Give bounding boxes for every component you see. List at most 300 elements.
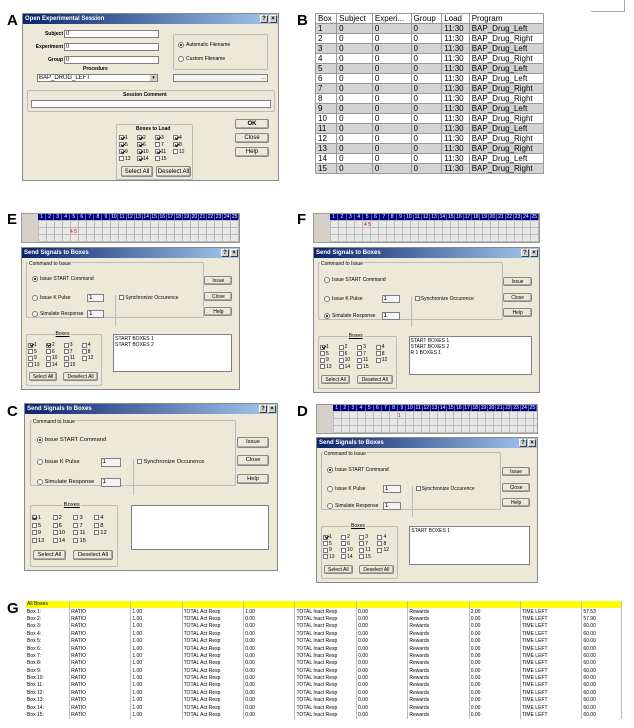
box-number: 11 (161, 149, 167, 155)
close-button[interactable]: Close (502, 483, 531, 492)
box-number: 15 (365, 553, 371, 560)
checkbox-icon[interactable] (64, 362, 69, 367)
issue-button[interactable]: Issue (502, 467, 531, 476)
dialog-titlebar (22, 248, 239, 258)
start-radio[interactable] (324, 277, 386, 283)
select-all-button[interactable]: Select All (321, 375, 350, 384)
box-number: 4 (381, 344, 385, 351)
checkbox-icon[interactable] (53, 523, 58, 528)
checkbox-icon[interactable] (359, 535, 364, 540)
table-cell: TOTAL Act Resp (182, 712, 244, 719)
table-cell: TIME LEFT (520, 631, 581, 638)
simulate-radio[interactable] (327, 503, 378, 509)
box-checkbox-7[interactable] (155, 142, 173, 149)
checkbox-icon[interactable] (137, 135, 142, 140)
box-number: 6 (344, 350, 348, 357)
command-log (131, 505, 270, 550)
table-cell: 0.00 (357, 682, 408, 689)
close-icon[interactable]: × (269, 15, 277, 23)
table-cell: 0 (372, 94, 411, 104)
kpulse-spinner[interactable]: 1 (87, 294, 104, 302)
column-header[interactable]: Group (411, 14, 442, 24)
help-button[interactable]: Help (204, 307, 232, 316)
simulate-radio[interactable] (32, 311, 83, 317)
checkbox-icon[interactable] (341, 554, 346, 559)
checkbox-icon[interactable] (53, 538, 58, 543)
close-button[interactable]: Close (503, 293, 532, 302)
table-cell: BAP_Drug_Left (469, 24, 543, 34)
box-checkbox-8[interactable] (173, 142, 191, 149)
strip-number: 7 (382, 405, 390, 411)
box-checkbox-15[interactable] (359, 554, 377, 561)
table-cell: TOTAL Act Resp (182, 653, 244, 660)
checkbox-icon[interactable] (377, 535, 382, 540)
box-checkbox-3[interactable] (155, 135, 173, 142)
checkbox-icon[interactable] (357, 364, 362, 369)
table-cell: 0.00 (469, 712, 520, 719)
sync-option[interactable] (411, 296, 474, 328)
simulate-spinner[interactable]: 1 (383, 502, 401, 510)
table-cell: 11:30 (442, 74, 470, 84)
box-checkbox-14[interactable] (341, 554, 359, 561)
checkbox-icon[interactable] (323, 554, 328, 559)
custom-filename-radio[interactable] (178, 56, 225, 62)
checkbox-icon[interactable] (377, 548, 382, 553)
table-cell: 0.00 (357, 638, 408, 645)
start-radio[interactable] (327, 467, 389, 473)
checkbox-icon[interactable] (82, 356, 87, 361)
table-cell: TOTAL Inact Resp (295, 645, 357, 652)
auto-filename-radio[interactable] (178, 42, 230, 48)
checkbox-icon[interactable] (341, 541, 346, 546)
select-all-button[interactable]: Select All (33, 550, 66, 560)
box-checkbox-15[interactable] (73, 538, 94, 545)
checkbox-icon[interactable] (173, 149, 178, 154)
checkbox-icon[interactable] (377, 541, 382, 546)
checkbox-icon[interactable] (320, 364, 325, 369)
checkbox-icon[interactable] (155, 149, 160, 154)
checkbox-icon[interactable] (155, 142, 160, 147)
start-radio[interactable] (37, 437, 107, 443)
box-checkbox-14[interactable] (137, 156, 155, 163)
checkbox-icon[interactable] (357, 345, 362, 350)
table-row[interactable] (316, 124, 544, 134)
select-all-button[interactable]: Select All (29, 372, 57, 381)
sync-option[interactable] (412, 486, 475, 518)
checkbox-icon[interactable] (155, 156, 160, 161)
box-checkbox-12[interactable] (376, 357, 395, 364)
simulate-spinner[interactable]: 1 (382, 312, 400, 320)
box-number: 15 (161, 156, 167, 162)
box-checkbox-12[interactable] (94, 530, 115, 537)
d-send-signals-dialog (316, 437, 538, 583)
column-header[interactable]: Program (469, 14, 543, 24)
deselect-all-button[interactable]: Deselect All (63, 372, 98, 381)
procedure-select[interactable] (37, 74, 158, 82)
checkbox-icon[interactable] (94, 523, 99, 528)
checkbox-icon[interactable] (82, 349, 87, 354)
table-row[interactable] (316, 74, 544, 84)
strip-number: 1 (333, 405, 341, 411)
box-number: 15 (79, 537, 86, 544)
table-row[interactable] (316, 134, 544, 144)
table-cell: 0.00 (244, 616, 295, 623)
checkbox-icon[interactable] (173, 142, 178, 147)
box-checkbox-13[interactable] (320, 364, 339, 371)
box-number: 3 (79, 515, 83, 522)
table-cell: 0 (411, 154, 442, 164)
table-row[interactable] (316, 154, 544, 164)
checkbox-icon[interactable] (339, 351, 344, 356)
column-header[interactable]: Subject (337, 14, 373, 24)
sync-label: Synchronize Occurence (421, 485, 475, 492)
box-checkbox-1[interactable] (32, 515, 53, 522)
table-cell: RATIO (70, 668, 131, 675)
checkbox-icon[interactable] (119, 156, 124, 161)
box-checkbox-12[interactable] (377, 547, 395, 554)
checkbox-icon[interactable] (339, 364, 344, 369)
table-row[interactable] (316, 34, 544, 44)
checkbox-icon[interactable] (415, 296, 420, 301)
checkbox-icon[interactable] (28, 362, 33, 367)
strip-number: 23 (215, 214, 222, 220)
checkbox-icon[interactable] (28, 349, 33, 354)
group-input[interactable]: 0 (64, 56, 159, 64)
help-icon[interactable]: ? (519, 439, 527, 447)
box-checkbox-11[interactable] (73, 530, 94, 537)
deselect-all-button[interactable]: Deselect All (156, 166, 191, 177)
issue-button[interactable]: Issue (204, 276, 232, 285)
help-icon[interactable]: ? (259, 405, 267, 413)
checkbox-icon[interactable] (376, 351, 381, 356)
checkbox-icon[interactable] (320, 358, 325, 363)
table-cell: 0.00 (244, 645, 295, 652)
table-cell: 0 (337, 74, 373, 84)
box-number: 10 (344, 357, 351, 364)
box-checkbox-15[interactable] (155, 156, 173, 163)
box-checkbox-9[interactable] (32, 530, 53, 537)
table-cell: 1.00 (131, 712, 182, 719)
help-button[interactable]: Help (503, 308, 532, 317)
box-checkbox-8[interactable] (94, 523, 115, 530)
log-line: START BOXES 1 (115, 336, 154, 342)
table-cell: RATIO (70, 653, 131, 660)
chevron-down-icon[interactable]: ▾ (150, 75, 157, 82)
box-number: 12 (383, 547, 389, 554)
checkbox-icon[interactable] (94, 515, 99, 520)
table-cell: Rewards (408, 608, 469, 615)
close-button[interactable]: Close (235, 133, 269, 143)
box-checkbox-5[interactable] (32, 523, 53, 530)
checkbox-icon[interactable] (82, 343, 87, 348)
kpulse-radio[interactable] (327, 486, 366, 492)
table-cell: 0.00 (244, 653, 295, 660)
strip-number: 19 (480, 405, 487, 411)
checkbox-icon[interactable] (357, 358, 362, 363)
box-number: 10 (347, 547, 353, 554)
checkbox-icon[interactable] (28, 343, 33, 348)
kpulse-spinner[interactable]: 1 (383, 485, 401, 493)
checkbox-icon[interactable] (46, 356, 51, 361)
table-cell: 0.00 (244, 704, 295, 711)
help-button[interactable]: Help (237, 474, 270, 484)
box-checkbox-15[interactable] (64, 362, 82, 369)
deselect-all-button[interactable]: Deselect All (73, 550, 113, 560)
checkbox-icon[interactable] (376, 358, 381, 363)
box-checkbox-1[interactable] (119, 135, 137, 142)
checkbox-icon[interactable] (32, 538, 37, 543)
box-checkbox-3[interactable] (73, 515, 94, 522)
box-checkbox-12[interactable] (82, 355, 100, 362)
table-cell: 0.00 (244, 690, 295, 697)
kpulse-spinner[interactable]: 1 (101, 458, 121, 467)
simulate-radio[interactable] (37, 479, 95, 485)
box-checkbox-13[interactable] (28, 362, 46, 369)
checkbox-icon[interactable] (64, 349, 69, 354)
session-comment-input[interactable] (31, 100, 271, 108)
column-header[interactable]: Load (442, 14, 470, 24)
box-checkbox-6[interactable] (137, 142, 155, 149)
table-row[interactable] (316, 64, 544, 74)
table-cell: Box 1: (26, 608, 70, 615)
issue-button[interactable]: Issue (503, 277, 532, 286)
table-cell: TOTAL Inact Resp (295, 704, 357, 711)
table-cell: Rewards (408, 675, 469, 682)
help-icon[interactable]: ? (521, 249, 529, 257)
checkbox-icon[interactable] (359, 541, 364, 546)
deselect-all-button[interactable]: Deselect All (357, 375, 393, 384)
close-icon[interactable]: × (268, 405, 276, 413)
table-row[interactable] (316, 164, 544, 174)
checkbox-icon[interactable] (137, 459, 142, 464)
experiment-label: Experiment (35, 44, 63, 50)
table-row[interactable] (316, 24, 544, 34)
box-checkbox-14[interactable] (339, 364, 358, 371)
checkbox-icon[interactable] (416, 486, 421, 491)
table-row[interactable] (316, 144, 544, 154)
table-cell: TIME LEFT (520, 668, 581, 675)
checkbox-icon[interactable] (28, 356, 33, 361)
help-button[interactable]: Help (235, 147, 269, 157)
box-checkbox-10[interactable] (53, 530, 74, 537)
start-radio[interactable] (32, 276, 94, 282)
table-cell: Rewards (408, 712, 469, 719)
table-cell: 57.90 (582, 616, 622, 623)
box-checkbox-5[interactable] (119, 142, 137, 149)
checkbox-icon[interactable] (46, 362, 51, 367)
experiment-input[interactable]: 0 (64, 43, 159, 51)
table-cell: 60.00 (582, 645, 622, 652)
checkbox-icon[interactable] (46, 349, 51, 354)
table-cell: TOTAL Inact Resp (295, 653, 357, 660)
checkbox-icon[interactable] (119, 135, 124, 140)
checkbox-icon[interactable] (53, 530, 58, 535)
box-checkbox-12[interactable] (173, 149, 191, 156)
table-row[interactable] (316, 54, 544, 64)
checkbox-icon[interactable] (64, 343, 69, 348)
sync-option[interactable] (115, 295, 178, 326)
table-cell: TOTAL Inact Resp (295, 675, 357, 682)
close-button[interactable]: Close (237, 455, 270, 465)
box-checkbox-14[interactable] (53, 538, 74, 545)
table-cell: TIME LEFT (520, 623, 581, 630)
box-checkbox-13[interactable] (32, 538, 53, 545)
help-icon[interactable]: ? (221, 249, 229, 257)
table-cell: TOTAL Inact Resp (295, 697, 357, 704)
checkbox-icon[interactable] (323, 548, 328, 553)
panel-label-e: E (7, 211, 18, 228)
box-checkbox-14[interactable] (46, 362, 64, 369)
box-number: 13 (125, 156, 131, 162)
box-checkbox-4[interactable] (94, 515, 115, 522)
checkbox-icon[interactable] (341, 548, 346, 553)
table-cell: 0.00 (244, 660, 295, 667)
checkbox-icon[interactable] (119, 149, 124, 154)
kpulse-spinner[interactable]: 1 (382, 295, 400, 303)
filename-group (173, 34, 268, 70)
checkbox-icon[interactable] (94, 530, 99, 535)
table-cell: TOTAL Act Resp (182, 616, 244, 623)
table-cell: 0 (411, 84, 442, 94)
table-cell: 1.00 (131, 690, 182, 697)
close-icon[interactable]: × (528, 439, 536, 447)
close-button[interactable]: Close (204, 292, 232, 301)
strip-number: 19 (183, 214, 190, 220)
table-row[interactable] (316, 104, 544, 114)
checkbox-icon[interactable] (155, 135, 160, 140)
browse-icon[interactable]: … (261, 75, 266, 81)
strip-number: 22 (207, 214, 214, 220)
table-cell: 1.00 (131, 631, 182, 638)
kpulse-radio[interactable] (37, 459, 80, 465)
checkbox-icon[interactable] (119, 295, 124, 300)
table-cell: 0 (372, 54, 411, 64)
strip-number: 23 (514, 214, 521, 220)
table-cell: 11:30 (442, 154, 470, 164)
checkbox-icon[interactable] (173, 135, 178, 140)
table-cell: 11:30 (442, 44, 470, 54)
column-header[interactable]: Experi... (372, 14, 411, 24)
checkbox-icon[interactable] (32, 515, 37, 520)
checkbox-icon[interactable] (46, 343, 51, 348)
close-icon[interactable]: × (230, 249, 238, 257)
start-label: Issue START Command (44, 437, 107, 444)
dialog-titlebar (314, 248, 539, 258)
simulate-label: Simulate Response (335, 502, 379, 509)
box-checkbox-2[interactable] (53, 515, 74, 522)
checkbox-icon[interactable] (73, 523, 78, 528)
filename-input[interactable] (173, 74, 268, 82)
sync-option[interactable] (133, 459, 204, 496)
checkbox-icon[interactable] (320, 351, 325, 356)
deselect-all-button[interactable]: Deselect All (359, 565, 394, 574)
strip-number: 14 (439, 214, 446, 220)
checkbox-icon[interactable] (339, 358, 344, 363)
table-row[interactable] (316, 114, 544, 124)
simulate-radio[interactable] (324, 313, 375, 319)
checkbox-icon[interactable] (357, 351, 362, 356)
table-row[interactable] (316, 94, 544, 104)
box-checkbox-15[interactable] (357, 364, 376, 371)
session-results-table (26, 601, 622, 719)
checkbox-icon[interactable] (53, 515, 58, 520)
help-icon[interactable]: ? (260, 15, 268, 23)
checkbox-icon[interactable] (359, 554, 364, 559)
box-checkbox-9[interactable] (119, 149, 137, 156)
table-cell: Rewards (408, 616, 469, 623)
checkbox-icon[interactable] (137, 156, 142, 161)
box-checkbox-2[interactable] (137, 135, 155, 142)
kpulse-radio[interactable] (32, 295, 71, 301)
table-cell: TOTAL Act Resp (182, 638, 244, 645)
table-cell: TOTAL Inact Resp (295, 616, 357, 623)
table-cell: 7 (316, 84, 337, 94)
checkbox-icon[interactable] (73, 515, 78, 520)
checkbox-icon[interactable] (376, 345, 381, 350)
strip-number: 2 (46, 214, 54, 220)
checkbox-icon[interactable] (137, 142, 142, 147)
simulate-spinner[interactable]: 1 (87, 310, 104, 318)
kpulse-radio[interactable] (324, 296, 363, 302)
checkbox-icon[interactable] (32, 523, 37, 528)
table-cell: TOTAL Act Resp (182, 704, 244, 711)
box-checkbox-13[interactable] (323, 554, 341, 561)
checkbox-icon[interactable] (339, 345, 344, 350)
select-all-button[interactable]: Select All (324, 565, 353, 574)
box-checkbox-10[interactable] (137, 149, 155, 156)
checkbox-icon[interactable] (73, 530, 78, 535)
subject-input[interactable]: 0 (64, 30, 159, 38)
table-cell (582, 601, 622, 608)
issue-button[interactable]: Issue (237, 437, 270, 447)
checkbox-icon[interactable] (341, 535, 346, 540)
table-cell: Box 13: (26, 697, 70, 704)
table-cell: Rewards (408, 660, 469, 667)
checkbox-icon[interactable] (119, 142, 124, 147)
table-row[interactable] (316, 84, 544, 94)
strip-number: 8 (390, 405, 398, 411)
close-icon[interactable]: × (530, 249, 538, 257)
ok-button[interactable]: OK (235, 119, 269, 129)
checkbox-icon[interactable] (73, 538, 78, 543)
checkbox-icon[interactable] (320, 345, 325, 350)
box-checkbox-4[interactable] (173, 135, 191, 142)
table-cell: 0.00 (357, 704, 408, 711)
box-checkbox-7[interactable] (73, 523, 94, 530)
checkbox-icon[interactable] (64, 356, 69, 361)
box-checkbox-11[interactable] (155, 149, 173, 156)
strip-number: 15 (447, 405, 454, 411)
column-header[interactable]: Box (316, 14, 337, 24)
strip-number: 19 (481, 214, 487, 220)
help-button[interactable]: Help (502, 498, 531, 507)
strip-number: 20 (489, 214, 496, 220)
checkbox-icon[interactable] (137, 149, 142, 154)
simulate-spinner[interactable]: 1 (101, 478, 121, 487)
table-row[interactable] (316, 44, 544, 54)
box-checkbox-13[interactable] (119, 156, 137, 163)
box-checkbox-6[interactable] (53, 523, 74, 530)
checkbox-icon[interactable] (359, 548, 364, 553)
checkbox-icon[interactable] (32, 530, 37, 535)
checkbox-icon[interactable] (323, 541, 328, 546)
table-cell: BAP_Drug_Left (469, 64, 543, 74)
select-all-button[interactable]: Select All (121, 166, 153, 177)
kpulse-label: Issue K Pulse (332, 295, 363, 302)
checkbox-icon[interactable] (323, 535, 328, 540)
table-cell: BAP_Drug_Left (469, 154, 543, 164)
table-cell: TOTAL Act Resp (182, 675, 244, 682)
